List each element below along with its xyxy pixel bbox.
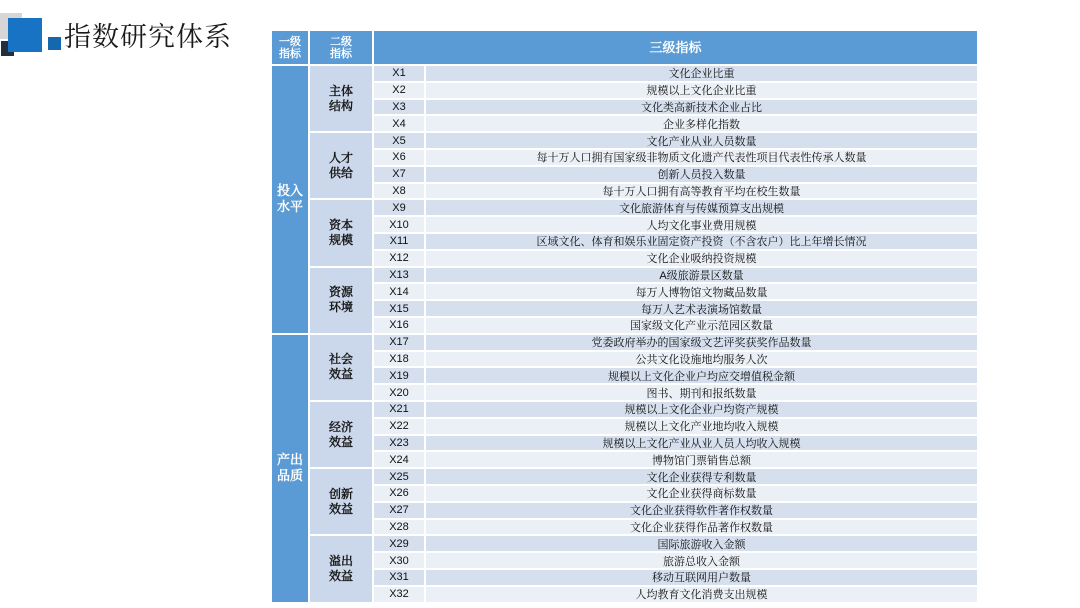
indicator-name-cell: 创新人员投入数量 (426, 167, 977, 182)
indicator-name-cell: A级旅游景区数量 (426, 268, 977, 283)
indicator-name-cell: 每十万人口拥有高等教育平均在校生数量 (426, 184, 977, 199)
level2-cell (310, 268, 372, 333)
indicator-code-cell: X25 (374, 469, 424, 484)
indicator-name-cell: 每万人艺术表演场馆数量 (426, 301, 977, 316)
level2-cell (310, 66, 372, 131)
level2-label: 人才供给 (329, 150, 354, 180)
level2-cell (310, 200, 372, 265)
indicator-code-cell: X19 (374, 368, 424, 383)
indicator-code-cell: X10 (374, 217, 424, 232)
indicator-name-cell: 规模以上文化企业比重 (426, 83, 977, 98)
indicator-code-cell: X32 (374, 587, 424, 602)
table-header-level1 (272, 31, 308, 64)
indicator-code-cell: X16 (374, 318, 424, 333)
level2-label: 资源环境 (329, 285, 354, 315)
indicator-code-cell: X18 (374, 352, 424, 367)
indicator-name-cell: 人均文化事业费用规模 (426, 217, 977, 232)
indicator-name-cell: 移动互联网用户数量 (426, 570, 977, 585)
level2-label: 创新效益 (329, 486, 354, 516)
indicator-code-cell: X2 (374, 83, 424, 98)
table-header-level3-label: 三级指标 (649, 39, 702, 55)
indicator-code-cell: X9 (374, 200, 424, 215)
indicator-code-cell: X7 (374, 167, 424, 182)
indicator-name-cell: 企业多样化指数 (426, 116, 977, 131)
indicator-code-cell: X31 (374, 570, 424, 585)
level2-label: 经济效益 (329, 419, 354, 449)
title-block (0, 0, 270, 70)
indicator-code-cell: X20 (374, 385, 424, 400)
indicator-name-cell: 每十万人口拥有国家级非物质文化遗产代表性项目代表性传承人数量 (426, 150, 977, 165)
indicator-code-cell: X27 (374, 503, 424, 518)
level2-label: 社会效益 (329, 352, 354, 382)
indicator-code-cell: X24 (374, 452, 424, 467)
indicator-code-cell: X6 (374, 150, 424, 165)
indicator-code-cell: X5 (374, 133, 424, 148)
indicator-code-cell: X11 (374, 234, 424, 249)
level2-cell (310, 469, 372, 534)
indicator-name-cell: 文化旅游体育与传媒预算支出规模 (426, 200, 977, 215)
indicator-name-cell: 规模以上文化产业地均收入规模 (426, 419, 977, 434)
indicator-name-cell: 国家级文化产业示范园区数量 (426, 318, 977, 333)
indicator-name-cell: 文化企业吸纳投资规模 (426, 251, 977, 266)
table-header-level2-label: 二级指标 (330, 35, 352, 60)
indicator-name-cell: 规模以上文化产业从业人员人均收入规模 (426, 436, 977, 451)
logo-blue-square (8, 18, 42, 52)
indicator-name-cell: 国际旅游收入金额 (426, 536, 977, 551)
table-header-level3 (374, 31, 977, 64)
indicator-code-cell: X13 (374, 268, 424, 283)
indicator-name-cell: 旅游总收入金额 (426, 553, 977, 568)
indicator-code-cell: X30 (374, 553, 424, 568)
indicator-code-cell: X8 (374, 184, 424, 199)
indicator-code-cell: X22 (374, 419, 424, 434)
indicator-name-cell: 规模以上文化企业户均资产规模 (426, 402, 977, 417)
indicator-code-cell: X14 (374, 284, 424, 299)
indicator-code-cell: X26 (374, 486, 424, 501)
indicator-code-cell: X23 (374, 436, 424, 451)
indicator-name-cell: 文化产业从业人员数量 (426, 133, 977, 148)
level2-label: 溢出效益 (329, 553, 354, 583)
indicator-code-cell: X29 (374, 536, 424, 551)
indicator-name-cell: 区域文化、体育和娱乐业固定资产投资（不含农户）比上年增长情况 (426, 234, 977, 249)
indicator-name-cell: 文化企业获得作品著作权数量 (426, 520, 977, 535)
indicator-code-cell: X28 (374, 520, 424, 535)
indicator-name-cell: 文化类高新技术企业占比 (426, 100, 977, 115)
indicator-code-cell: X4 (374, 116, 424, 131)
indicator-name-cell: 文化企业获得专利数量 (426, 469, 977, 484)
table-header-level2 (310, 31, 372, 64)
indicator-name-cell: 每万人博物馆文物藏品数量 (426, 284, 977, 299)
indicator-code-cell: X1 (374, 66, 424, 81)
indicator-code-cell: X15 (374, 301, 424, 316)
level2-cell (310, 133, 372, 198)
indicator-code-cell: X3 (374, 100, 424, 115)
indicator-code-cell: X21 (374, 402, 424, 417)
indicator-name-cell: 文化企业获得商标数量 (426, 486, 977, 501)
indicator-name-cell: 规模以上文化企业户均应交增值税金额 (426, 368, 977, 383)
level2-cell (310, 402, 372, 467)
indicator-table (272, 31, 977, 602)
level2-cell (310, 335, 372, 400)
level2-label: 主体结构 (329, 83, 354, 113)
indicator-name-cell: 党委政府举办的国家级文艺评奖获奖作品数量 (426, 335, 977, 350)
indicator-code-cell: X17 (374, 335, 424, 350)
indicator-code-cell: X12 (374, 251, 424, 266)
indicator-name-cell: 公共文化设施地均服务人次 (426, 352, 977, 367)
indicator-name-cell: 文化企业获得软件著作权数量 (426, 503, 977, 518)
level2-cell (310, 536, 372, 601)
logo-small-blue-square (48, 37, 61, 50)
level1-label: 投入水平 (277, 183, 304, 215)
level1-label: 产出品质 (277, 452, 304, 484)
indicator-name-cell: 图书、期刊和报纸数量 (426, 385, 977, 400)
level1-cell (272, 66, 308, 333)
page-title: 指数研究体系 (64, 22, 232, 52)
indicator-name-cell: 文化企业比重 (426, 66, 977, 81)
level2-label: 资本规模 (329, 217, 354, 247)
indicator-name-cell: 人均教育文化消费支出规模 (426, 587, 977, 602)
slide-accent-icon (0, 0, 64, 64)
indicator-name-cell: 博物馆门票销售总额 (426, 452, 977, 467)
level1-cell (272, 335, 308, 602)
table-header-level1-label: 一级指标 (279, 35, 301, 60)
